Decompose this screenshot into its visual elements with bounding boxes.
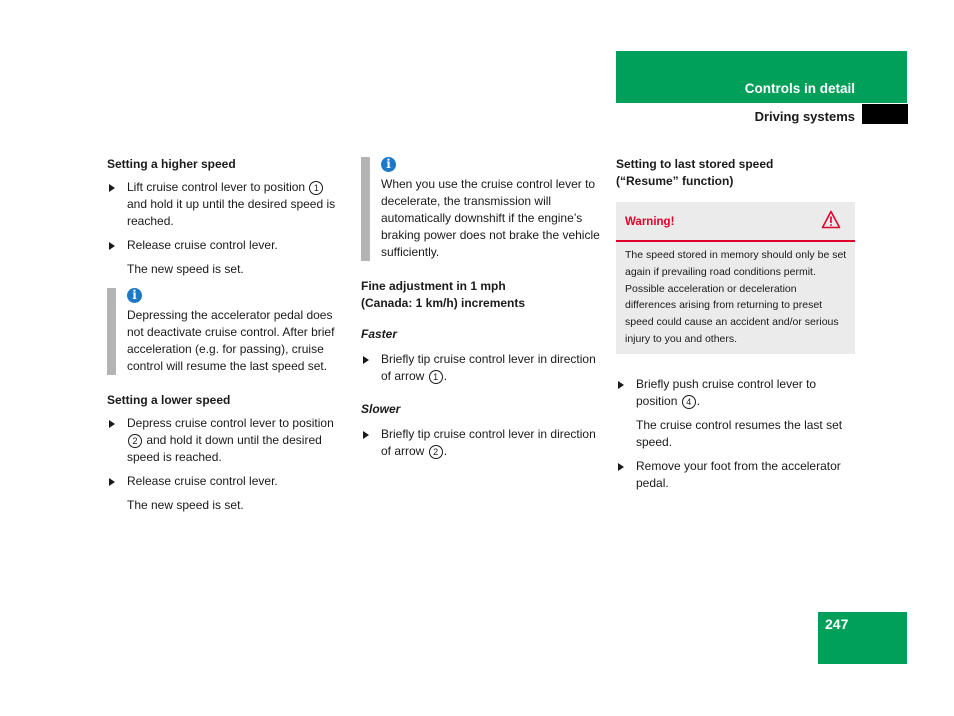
list-item: Release cruise control lever.	[107, 473, 347, 490]
arrow-number: 1	[429, 370, 443, 384]
list-item: Release cruise control lever.	[107, 237, 347, 254]
heading-higher-speed: Setting a higher speed	[107, 157, 236, 171]
column-1	[107, 156, 347, 521]
result-text: The new speed is set.	[127, 262, 244, 276]
heading-fine-adjustment: Fine adjustment in 1 mph (Canada: 1 km/h) increments	[361, 279, 526, 310]
section-title: Controls in detail	[744, 81, 855, 96]
info-icon: i	[381, 157, 396, 172]
info-icon: i	[127, 288, 142, 303]
bullet-arrow-icon	[618, 381, 624, 389]
list-item: Briefly tip cruise control lever in direction of arrow 1 .	[361, 351, 601, 385]
info-bar	[361, 157, 370, 261]
column-2	[361, 156, 601, 467]
column-3	[616, 156, 856, 499]
position-number: 2	[128, 434, 142, 448]
position-number: 4	[682, 395, 696, 409]
bullet-arrow-icon	[363, 431, 369, 439]
bullet-arrow-icon	[363, 356, 369, 364]
warning-triangle-icon	[821, 210, 841, 229]
label-slower: Slower	[361, 402, 401, 416]
page-number: 247	[825, 616, 849, 632]
header-band	[616, 51, 907, 103]
bullet-arrow-icon	[109, 242, 115, 250]
warning-box	[616, 202, 855, 354]
warning-label: Warning!	[625, 216, 675, 228]
subsection-title: Driving systems	[754, 109, 855, 124]
info-note	[107, 288, 347, 375]
result-text: The new speed is set.	[127, 498, 244, 512]
list-item: Lift cruise control lever to position 1 and hold it up until the desired speed is reached.	[107, 179, 347, 230]
bullet-arrow-icon	[109, 478, 115, 486]
position-number: 1	[309, 181, 323, 195]
heading-lower-speed: Setting a lower speed	[107, 393, 231, 407]
info-bar	[107, 288, 116, 375]
bullet-arrow-icon	[109, 184, 115, 192]
list-item: Depress cruise control lever to position 2 and hold it down until the desired speed is reached.	[107, 415, 347, 466]
page-number-box	[818, 612, 907, 664]
info-text: When you use the cruise control lever to decelerate, the transmission will automatically downshift if the engine’s braking power does not brake the vehicle sufficiently.	[381, 177, 600, 259]
info-note	[361, 157, 601, 261]
warning-text: The speed stored in memory should only be set again if prevailing road conditions permit. Possible acceleration or deceleration differences arising from returning to preset speed could cause an accident and/or serious injury to you and others.	[625, 249, 847, 345]
list-item: Briefly tip cruise control lever in direction of arrow 2 .	[361, 426, 601, 460]
bullet-arrow-icon	[618, 463, 624, 471]
info-text: Depressing the accelerator pedal does not deactivate cruise control. After brief acceleration (e.g. for passing), cruise control will resume the last speed set.	[127, 308, 335, 373]
arrow-number: 2	[429, 445, 443, 459]
header-marker	[862, 104, 908, 124]
label-faster: Faster	[361, 327, 398, 341]
list-item: Remove your foot from the accelerator pedal.	[616, 458, 856, 492]
bullet-arrow-icon	[109, 420, 115, 428]
list-item: Briefly push cruise control lever to position 4 .	[616, 376, 856, 410]
heading-resume: Setting to last stored speed (“Resume” function)	[616, 157, 774, 188]
result-text: The cruise control resumes the last set speed.	[636, 417, 843, 449]
warning-header	[616, 202, 855, 242]
